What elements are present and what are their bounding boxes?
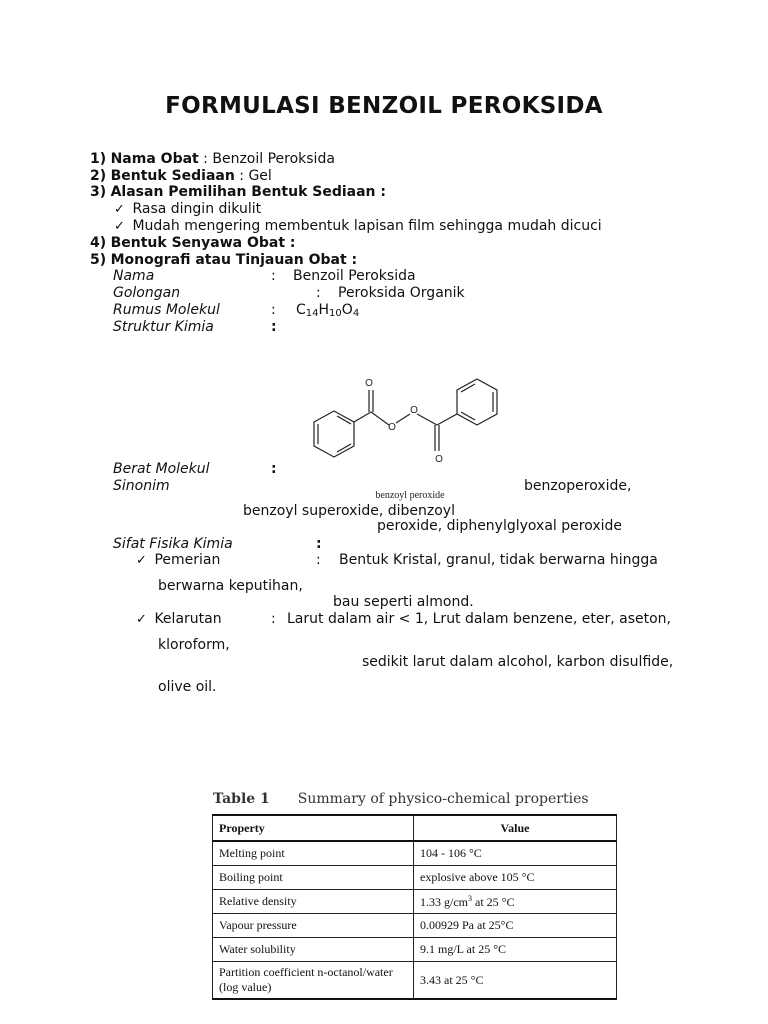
- table-header-row: [213, 815, 617, 841]
- formula-count: 10: [329, 308, 342, 319]
- value-cell: [414, 890, 617, 914]
- kelarutan-text: olive oil.: [158, 679, 217, 695]
- reason-text: Mudah mengering membentuk lapisan film sehingga mudah dicuci: [132, 218, 602, 234]
- nama-separator: :: [271, 268, 276, 284]
- item-number: 4): [90, 235, 107, 251]
- table-row: [213, 866, 617, 890]
- header-property: Property: [213, 815, 414, 841]
- item-nama-obat: [90, 151, 335, 167]
- reason-item: [114, 201, 261, 217]
- property-cell: Partition coefficient n-octanol/water (log value): [213, 962, 414, 1000]
- formula-count: 4: [352, 308, 360, 319]
- kelarutan-separator: :: [271, 611, 276, 627]
- pemerian-label-text: Pemerian: [154, 552, 221, 568]
- oxygen-label: O: [410, 405, 418, 416]
- header-value: Value: [414, 815, 617, 841]
- table-row: [213, 938, 617, 962]
- table-row: [213, 890, 617, 914]
- item-label: Monografi atau Tinjauan Obat :: [110, 252, 358, 268]
- value-cell: explosive above 105 °C: [414, 866, 617, 890]
- value-cell: 3.43 at 25 °C: [414, 962, 617, 1000]
- structure-caption: benzoyl peroxide: [375, 490, 445, 501]
- sifat-separator: :: [316, 536, 322, 552]
- pemerian-label: [136, 552, 220, 568]
- pemerian-text: bau seperti almond.: [333, 594, 474, 610]
- rumus-label: Rumus Molekul: [113, 302, 220, 318]
- sifat-label: Sifat Fisika Kimia: [113, 536, 233, 552]
- berat-label: Berat Molekul: [113, 461, 210, 477]
- table-caption-number: Table 1: [213, 791, 270, 807]
- item-bentuk-senyawa: [90, 235, 295, 251]
- bond: [437, 414, 457, 425]
- item-label: Nama Obat: [110, 151, 199, 167]
- pemerian-separator: :: [316, 552, 321, 568]
- table-caption: [213, 791, 589, 807]
- value-text: 1.33 g/cm: [420, 894, 468, 909]
- benzoyl-peroxide-structure: [283, 367, 523, 502]
- value-cell: 104 - 106 °C: [414, 841, 617, 866]
- value-cell: 9.1 mg/L at 25 °C: [414, 938, 617, 962]
- table-row: [213, 962, 617, 1000]
- table-row: [213, 914, 617, 938]
- struktur-label: Struktur Kimia: [113, 319, 214, 335]
- peroxide-bond: [396, 414, 410, 423]
- value-text: at 25 °C: [472, 894, 515, 909]
- item-value: : Benzoil Peroksida: [198, 151, 335, 167]
- item-monografi: [90, 252, 357, 268]
- sinonim-value: benzoperoxide,: [524, 478, 632, 494]
- item-value: : Gel: [234, 168, 272, 184]
- checkmark-icon: ✓: [114, 202, 125, 217]
- reason-text: Rasa dingin dikulit: [132, 201, 262, 217]
- property-cell: Vapour pressure: [213, 914, 414, 938]
- bond: [417, 414, 437, 425]
- checkmark-icon: ✓: [114, 219, 125, 234]
- golongan-separator: :: [316, 285, 321, 301]
- right-benzene-ring: [457, 379, 497, 425]
- properties-table: [212, 814, 617, 1000]
- sinonim-label: Sinonim: [113, 478, 170, 494]
- item-alasan: [90, 184, 386, 200]
- struktur-separator: :: [271, 319, 277, 335]
- molecular-formula: [296, 302, 359, 318]
- pemerian-text: berwarna keputihan,: [158, 578, 303, 594]
- table-caption-text: Summary of physico-chemical properties: [297, 791, 589, 807]
- oxygen-label: O: [435, 454, 443, 465]
- item-bentuk-sediaan: [90, 168, 272, 184]
- item-number: 1): [90, 151, 107, 167]
- table-row: [213, 841, 617, 866]
- property-cell: Melting point: [213, 841, 414, 866]
- item-number: 3): [90, 184, 107, 200]
- bond: [371, 412, 389, 425]
- value-cell: 0.00929 Pa at 25°C: [414, 914, 617, 938]
- nama-label: Nama: [113, 268, 155, 284]
- value-superscript: 3: [468, 893, 472, 903]
- reason-item: [114, 218, 602, 234]
- bond: [354, 412, 371, 422]
- formula-element: O: [341, 302, 353, 318]
- property-cell: Water solubility: [213, 938, 414, 962]
- property-cell: Boiling point: [213, 866, 414, 890]
- oxygen-label: O: [388, 422, 396, 433]
- sinonim-value: benzoyl superoxide, dibenzoyl: [243, 503, 455, 519]
- item-label: Bentuk Sediaan: [110, 168, 235, 184]
- rumus-separator: :: [271, 302, 276, 318]
- left-benzene-ring: [314, 411, 354, 457]
- property-cell: Relative density: [213, 890, 414, 914]
- item-number: 2): [90, 168, 107, 184]
- nama-value: Benzoil Peroksida: [293, 268, 416, 284]
- item-number: 5): [90, 252, 107, 268]
- formula-count: 14: [305, 308, 319, 319]
- kelarutan-label-text: Kelarutan: [154, 611, 222, 627]
- formula-element: H: [318, 302, 330, 318]
- berat-separator: :: [271, 461, 277, 477]
- kelarutan-label: [136, 611, 222, 627]
- kelarutan-text: sedikit larut dalam alcohol, karbon disulfide,: [362, 654, 674, 670]
- item-label: Bentuk Senyawa Obat :: [110, 235, 296, 251]
- checkmark-icon: ✓: [136, 612, 147, 627]
- kelarutan-text: kloroform,: [158, 637, 230, 653]
- item-label: Alasan Pemilihan Bentuk Sediaan :: [110, 184, 386, 200]
- sinonim-value: peroxide, diphenylglyoxal peroxide: [377, 518, 623, 534]
- pemerian-text: Bentuk Kristal, granul, tidak berwarna hingga: [339, 552, 658, 568]
- golongan-label: Golongan: [113, 285, 181, 301]
- page-title: FORMULASI BENZOIL PEROKSIDA: [165, 93, 603, 119]
- oxygen-label: O: [365, 378, 373, 389]
- formula-element: C: [296, 302, 306, 318]
- kelarutan-text: Larut dalam air < 1, Lrut dalam benzene, eter, aseton,: [287, 611, 671, 627]
- golongan-value: Peroksida Organik: [338, 285, 465, 301]
- checkmark-icon: ✓: [136, 553, 147, 568]
